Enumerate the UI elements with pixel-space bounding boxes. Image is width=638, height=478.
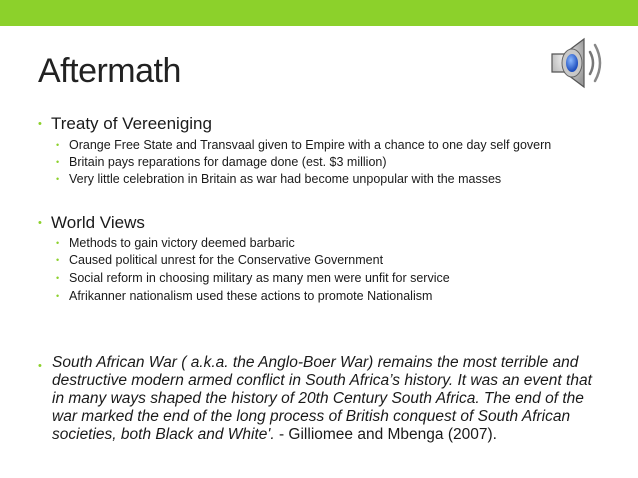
bullet-icon: • [56, 157, 60, 167]
list-item: • Social reform in choosing military as many men were unfit for service [56, 271, 450, 285]
bullet-icon: • [56, 291, 60, 301]
quote-text: South African War ( a.k.a. the Anglo-Boer War) remains the most terrible and destructive modern armed conflict in South Africa’s history. It was an event that in many ways shaped the history of 20th Century South Africa. The end of the war marked the end of the long process of British conquest of South African societies, both Black and White'. [52, 354, 592, 443]
bullet-icon: • [56, 140, 60, 150]
list-item: • Caused political unrest for the Conservative Government [56, 253, 384, 267]
section-heading-treaty: • Treaty of Vereeniging [38, 114, 212, 133]
list-item: • Afrikanner nationalism used these actions to promote Nationalism [56, 289, 433, 303]
bullet-icon: • [56, 273, 60, 283]
bullet-icon: • [38, 118, 42, 130]
bullet-icon: • [38, 217, 42, 229]
list-item: • Britain pays reparations for damage done (est. $3 million) [56, 155, 387, 169]
bullet-icon: • [38, 360, 42, 372]
top-accent-bar [0, 0, 638, 26]
bullet-icon: • [56, 255, 60, 265]
section-heading-world-views: • World Views [38, 213, 145, 232]
list-item: • Orange Free State and Transvaal given to Empire with a chance to one day self govern [56, 138, 552, 152]
historical-quote [38, 354, 608, 444]
list-item: • Very little celebration in Britain as war had become unpopular with the masses [56, 172, 502, 186]
bullet-icon: • [56, 174, 60, 184]
list-item: • Methods to gain victory deemed barbaric [56, 236, 295, 250]
bullet-icon: • [56, 238, 60, 248]
quote-attribution: - Gilliomee and Mbenga (2007). [274, 426, 497, 443]
slide-title: Aftermath [38, 52, 181, 90]
speaker-icon[interactable] [548, 36, 606, 90]
